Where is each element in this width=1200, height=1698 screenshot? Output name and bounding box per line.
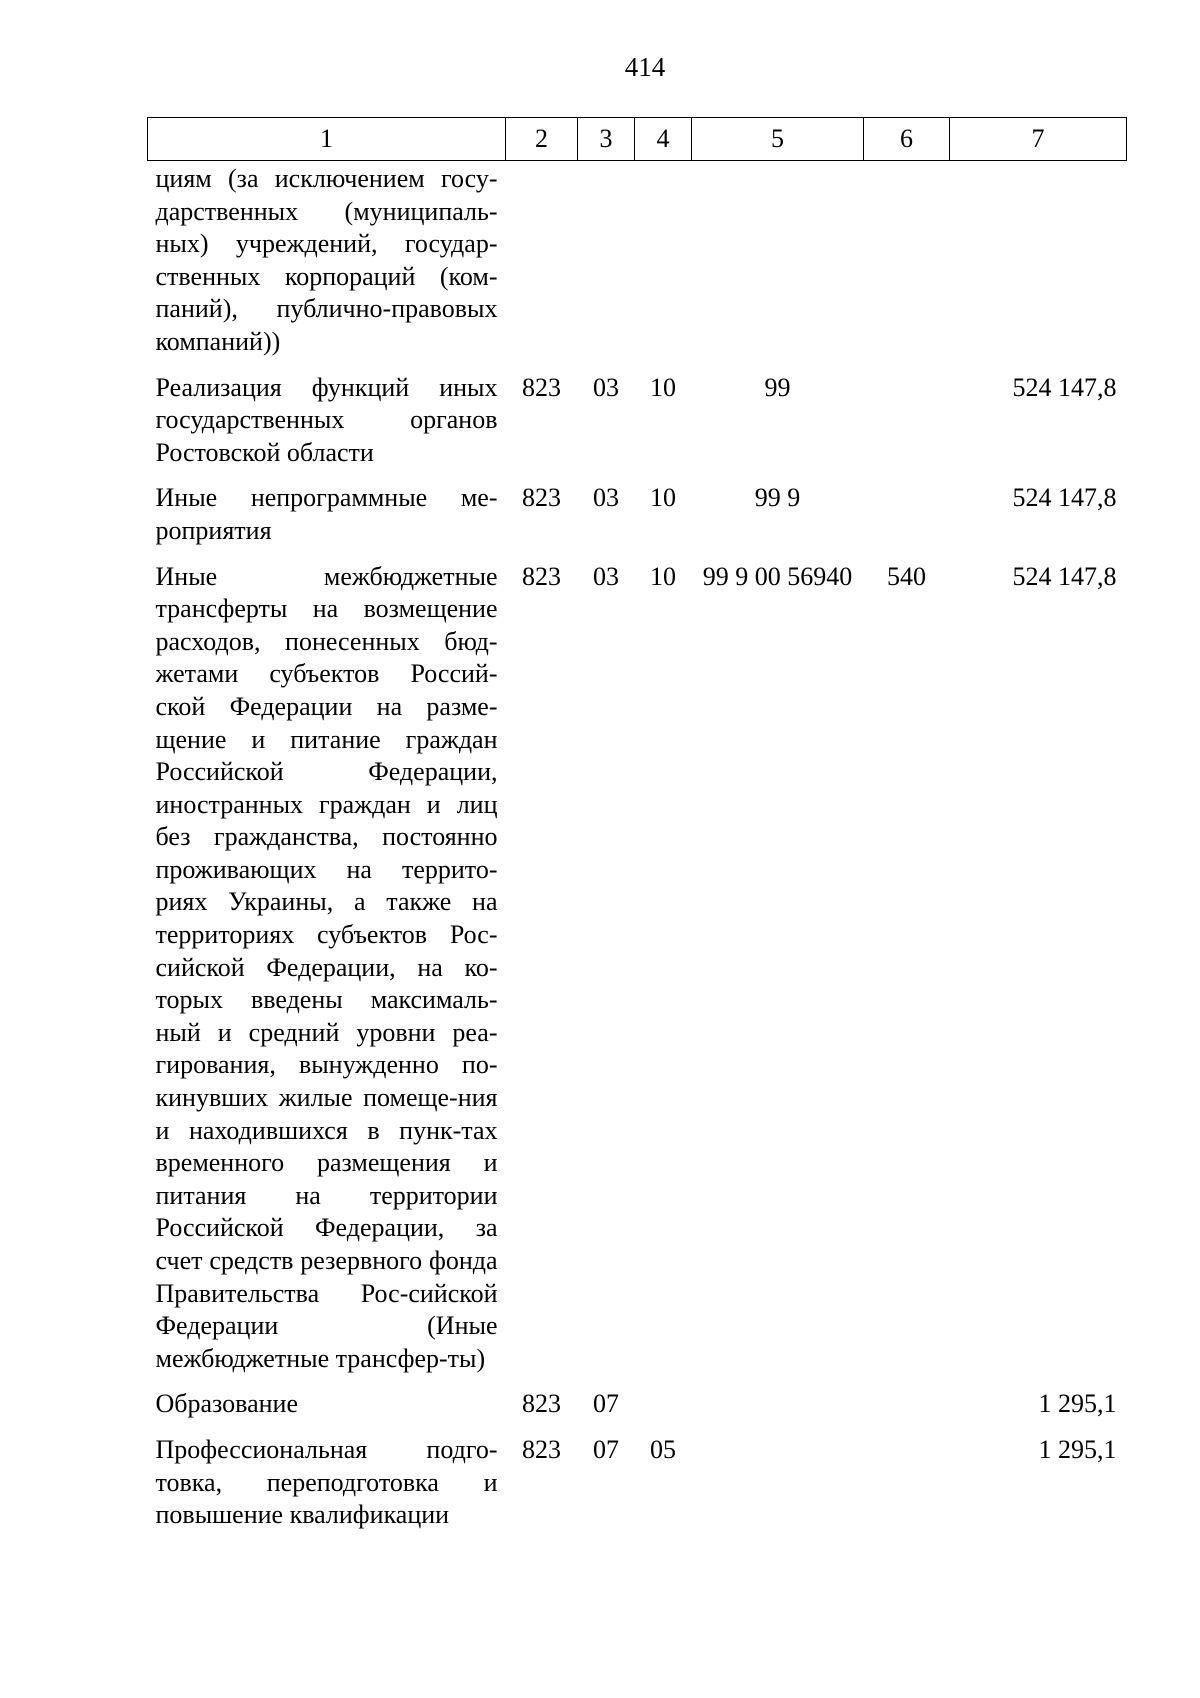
section-code: 03 [593,372,619,402]
section-code: 07 [593,1434,619,1464]
target-article-code: 99 9 [754,483,801,513]
expense-type-code [864,469,950,547]
item-name: Профессиональная подго-товка, переподготовка и повышение квалификации [155,1434,498,1530]
column-header-6: 6 [864,118,950,161]
ministry-code: 823 [522,561,561,591]
table-row [148,469,1127,547]
column-header-7: 7 [950,118,1127,161]
amount [950,161,1127,359]
item-name: циям (за исключением госу-дарственных (муниципаль-ных) учреждений, государ-ственных корпораций (ком-паний), публично-правовых компаний)) [155,164,498,356]
ministry-code: 823 [522,372,561,402]
target-article-code: 99 9 00 56940 [702,561,853,591]
expense-type-code [864,359,950,470]
table-row [148,548,1127,1376]
target-article-code [692,161,864,359]
column-header-3: 3 [578,118,635,161]
expense-type-code [864,161,950,359]
ministry-code: 823 [522,1389,561,1419]
item-name: Иные межбюджетные трансферты на возмещение расходов, понесенных бюд-жетами субъектов Россий-ской Федерации на разме-щение и питание граждан Российской Федерации, иностранных граждан и лиц без гражданства, постоянно проживающих на террито-риях Украины, а также на территориях субъектов Рос-сийской Федерации, на ко-торых введены максималь-ный и средний уровни реа-гирования, вынужденно по-кинувших жилые помеще-ния и находившихся в пунк-тах временного размещения и питания на территории Российской Федерации, за счет средств резервного фонда Правительства Рос-сийской Федерации (Иные межбюджетные трансфер-ты) [155,561,498,1373]
target-article-code: 99 [764,372,791,402]
target-article-code [692,1421,864,1532]
subsection-code: 10 [650,372,676,402]
table-row [148,1375,1127,1421]
expense-type-code [864,1375,950,1421]
amount: 524 147,8 [1012,483,1117,513]
section-code: 03 [593,561,619,591]
expense-type-code [864,1421,950,1532]
section-code: 03 [593,483,619,513]
section-code [578,161,635,359]
amount: 1 295,1 [1038,1389,1117,1419]
column-header-2: 2 [506,118,578,161]
subsection-code [635,161,692,359]
ministry-code: 823 [522,1434,561,1464]
table-row [148,359,1127,470]
item-name: Иные непрограммные ме-роприятия [155,483,498,545]
table-row [148,161,1127,359]
subsection-code: 05 [650,1434,676,1464]
ministry-code [506,161,578,359]
amount: 1 295,1 [1038,1434,1117,1464]
column-header-5: 5 [692,118,864,161]
section-code: 07 [593,1389,619,1419]
amount: 524 147,8 [1012,372,1117,402]
column-header-1: 1 [148,118,506,161]
ministry-code: 823 [522,483,561,513]
item-name: Образование [155,1389,299,1419]
budget-table [147,117,1127,1532]
target-article-code [692,1375,864,1421]
expense-type-code: 540 [887,561,926,591]
amount: 524 147,8 [1012,561,1117,591]
subsection-code: 10 [650,483,676,513]
column-header-4: 4 [635,118,692,161]
page-number: 414 [624,52,666,82]
table-row [148,1421,1127,1532]
subsection-code: 10 [650,561,676,591]
header-row [148,118,1127,161]
subsection-code [635,1375,692,1421]
item-name: Реализация функций иных государственных органов Ростовской области [155,372,498,467]
